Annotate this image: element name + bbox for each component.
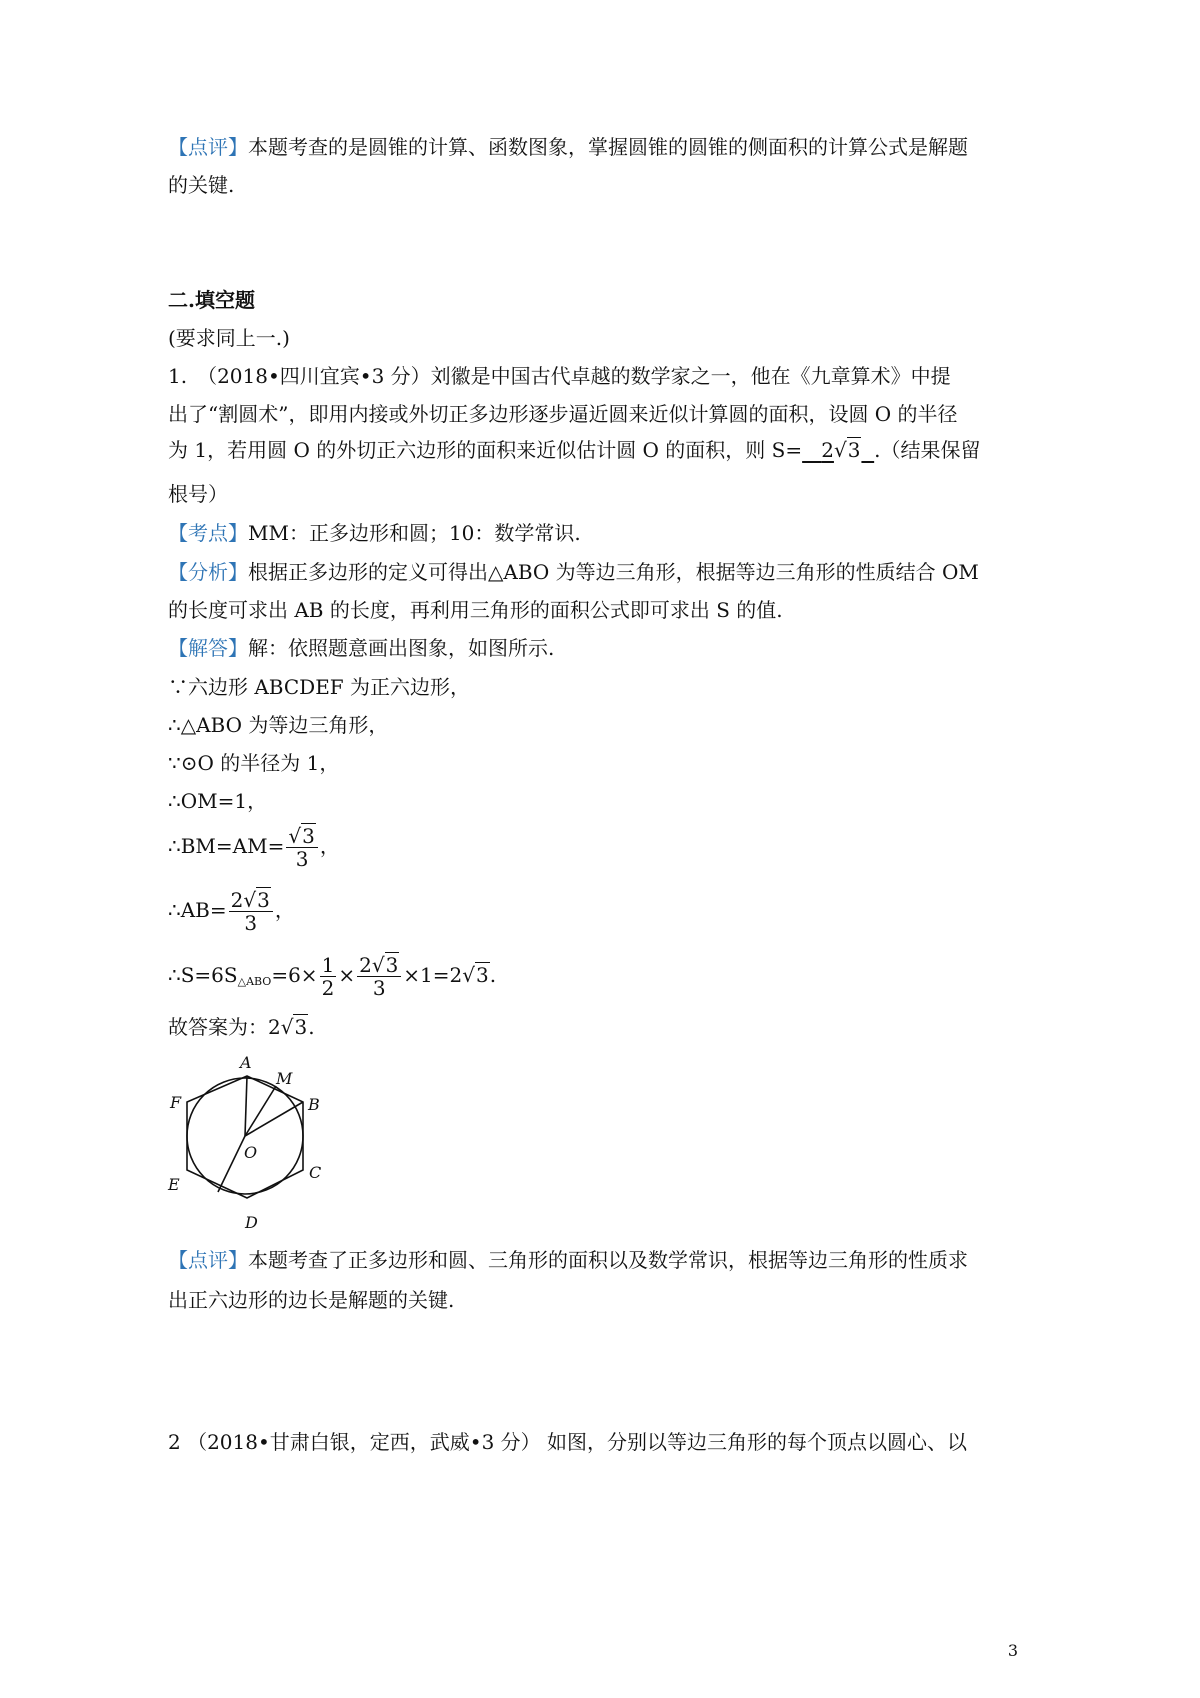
fraction-sqrt3-over-3: $\frac{√3}{3}$ [286,826,317,869]
fraction-2sqrt3-over-3: $\frac{2√3}{3}$ [229,890,273,933]
answer-blank: 2√3 [821,438,861,462]
dianping-line2: 出正六边形的边长是解题的关键. [168,1288,455,1312]
label-C: C [309,1163,322,1182]
sqrt: √3 [462,963,489,987]
label-A: A [240,1053,252,1072]
label-M: M [276,1069,293,1088]
q1-line1: 1. （2018•四川宜宾•3 分）刘徽是中国古代卓越的数学家之一，他在《九章算术》中提 [168,364,951,388]
step2: ∴△ABO 为等边三角形， [168,713,389,737]
label-B: B [308,1095,320,1114]
fenxi-line1: 【分析】根据正多边形的定义可得出△ABO 为等边三角形，根据等边三角形的性质结合 OM [168,560,979,584]
prev-comment-line2: 的关键. [168,173,235,197]
section-title: 二.填空题 [168,288,255,312]
step4: ∴OM=1， [168,789,268,813]
fenxi-line2: 的长度可求出 AB 的长度，再利用三角形的面积公式即可求出 S 的值. [168,598,783,622]
q2-line1: 2 （2018•甘肃白银，定西，武威•3 分） 如图，分别以等边三角形的每个顶点以圆心、以 [168,1430,968,1454]
q1-line2: 出了“割圆术”，即用内接或外切正多边形逐步逼近圆来近似计算圆的面积，设圆 O 的半径 [168,402,958,426]
page-number: 3 [1007,1641,1018,1660]
fraction-2sqrt3-over-3: $\frac{2√3}{3}$ [357,955,401,998]
step6: ∴AB= $\frac{2√3}{3}$ ， [168,888,295,935]
dianping-line1: 【点评】本题考查了正多边形和圆、三角形的面积以及数学常识，根据等边三角形的性质求 [168,1248,968,1272]
label-F: F [170,1093,182,1112]
sqrt: √3 [280,1015,308,1039]
sqrt: √3 [833,438,861,462]
step3: ∵⊙O 的半径为 1， [168,751,340,775]
segment-OM [245,1086,276,1136]
comment-tag: 【点评】 [168,135,248,159]
jieda: 【解答】解：依照题意画出图象，如图所示. [168,636,555,660]
q1-line4: 根号） [168,482,228,506]
q1-line3: 为 1，若用圆 O 的外切正六边形的面积来近似估计圆 O 的面积，则 S= 2√3 .（结果保留 [168,438,981,462]
step1: ∵六边形 ABCDEF 为正六边形， [168,675,471,699]
label-O: O [244,1143,258,1162]
kaodian: 【考点】MM：正多边形和圆；10：数学常识. [168,521,581,545]
segment-OB [245,1102,303,1136]
segment-OE [218,1136,245,1192]
label-D: D [245,1213,258,1232]
label-E: E [168,1175,180,1194]
section-note: (要求同上一.) [168,326,290,350]
step7: $\therefore S=6S_{\triangle ABO}=6\times$ $\frac{1}{2}$ × $\frac{2√3}{3}$ ×1=2√3. [168,953,497,1000]
prev-comment-line1: 【点评】本题考查的是圆锥的计算、函数图象，掌握圆锥的圆锥的侧面积的计算公式是解题 [168,135,968,159]
segment-OA [245,1076,247,1136]
fraction-one-half: $\frac{1}{2}$ [321,953,335,1000]
step5: ∴BM=AM= $\frac{√3}{3}$ ， [168,824,340,871]
hexagon-circle-figure [160,1050,360,1240]
answer-line: 故答案为：2√3. [168,1015,315,1039]
